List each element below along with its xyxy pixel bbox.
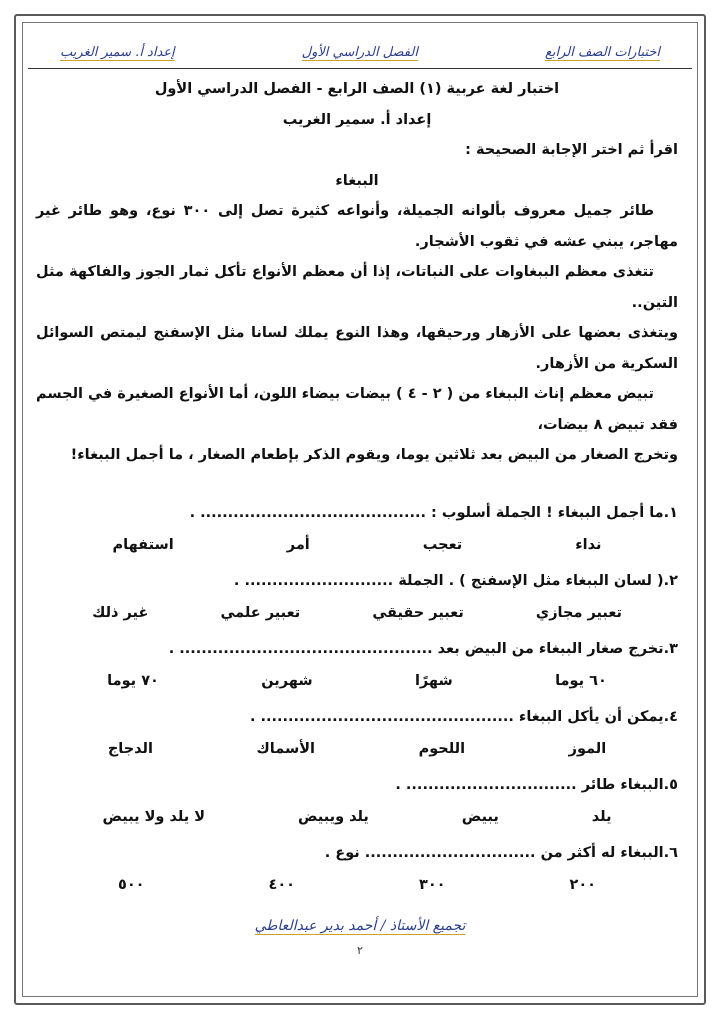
option[interactable]: الموز [568,740,607,757]
option[interactable]: شهرين [261,672,313,689]
option[interactable]: يلد [591,808,612,825]
question-1 [36,497,678,561]
page-header [60,40,660,64]
option[interactable]: اللحوم [418,740,466,757]
option[interactable]: أمر [286,536,310,553]
question-text: ٣.تخرج صغار الببغاء من البيض بعد .............................................. . [168,640,678,657]
option[interactable]: ٢٠٠ [569,876,597,893]
question-2 [36,565,678,629]
page-footer [0,918,720,934]
option[interactable]: تعبير علمي [220,604,301,621]
question-text: ١.ما أجمل الببغاء ! الجملة أسلوب : ......................................... . [189,504,678,521]
header-grade-tests: اختبارات الصف الرابع [544,44,660,60]
option[interactable]: تعبير حقيقي [372,604,464,621]
option[interactable]: ٧٠ يوما [107,672,159,689]
passage-paragraph: ويتغذى بعضها على الأزهار ورحيقها، وهذا النوع يملك لسانا مثل الإسفنج ليمتص السوائل السكرية من الأزهار. [36,325,678,372]
option[interactable]: يبيض [461,808,499,825]
option[interactable]: غير ذلك [92,604,149,621]
passage-paragraph: تبيض معظم إناث الببغاء من ( ٢ - ٤ ) بيضات بيضاء اللون، أما الأنواع الصغيرة في الجسم فقد تبيض ٨ بيضات، [36,386,678,433]
header-term: الفصل الدراسي الأول [301,44,418,60]
passage-paragraph: وتخرج الصغار من البيض بعد ثلاثين يوما، ويقوم الذكر بإطعام الصغار ، ما أجمل الببغاء! [70,447,678,463]
option[interactable]: استفهام [112,536,174,553]
passage-paragraph: طائر جميل معروف بألوانه الجميلة، وأنواعه كثيرة تصل إلى ٣٠٠ نوع، وهو طائر غير مهاجر، يبني عشه في ثقوب الأشجار. [36,203,678,250]
question-options [36,597,678,629]
question-options [36,869,678,901]
question-3 [36,633,678,697]
exam-author: إعداد أ. سمير الغريب [282,111,432,128]
question-5 [36,769,678,833]
header-divider [28,68,692,69]
passage-paragraph: تتغذى معظم الببغاوات على النباتات، إذا أن معظم الأنواع تأكل ثمار الجوز والفاكهة مثل التين.. [36,264,678,311]
option[interactable]: الأسماك [256,740,315,757]
option[interactable]: تعبير مجازي [535,604,622,621]
question-text: ٤.يمكن أن يأكل الببغاء .............................................. . [249,708,678,725]
question-options [36,529,678,561]
header-prepared-by: إعداد أ. سمير الغريب [60,44,175,60]
option[interactable]: ٦٠ يوما [555,672,607,689]
question-6 [36,837,678,901]
option[interactable]: الدجاج [107,740,153,757]
question-options [36,665,678,697]
page-number: ٢ [357,944,363,957]
question-text: ٥.الببغاء طائر ............................... . [395,776,678,793]
question-options [36,801,678,833]
option[interactable]: تعجب [422,536,463,553]
option[interactable]: نداء [575,536,602,553]
question-4 [36,701,678,765]
question-options [36,733,678,765]
exam-title: اختبار لغة عربية (١) الصف الرابع - الفصل الدراسي الأول [154,81,560,97]
question-text: ٢.( لسان الببغاء مثل الإسفنج ) . الجملة ........................... . [233,572,678,589]
option[interactable]: ٣٠٠ [418,876,446,893]
option[interactable]: لا يلد ولا يبيض [102,808,206,825]
option[interactable]: يلد ويبيض [298,808,369,825]
option[interactable]: ٥٠٠ [117,876,145,893]
question-text: ٦.الببغاء له أكثر من ............................... نوع . [324,844,678,861]
exam-content [36,74,678,901]
instruction: اقرأ ثم اختر الإجابة الصحيحة : [465,142,678,158]
option[interactable]: شهرًا [414,672,453,689]
compiled-by: تجميع الأستاذ / أحمد بدير عبدالعاطي [254,918,466,934]
option[interactable]: ٤٠٠ [268,876,296,893]
passage-title: الببغاء [335,172,379,189]
